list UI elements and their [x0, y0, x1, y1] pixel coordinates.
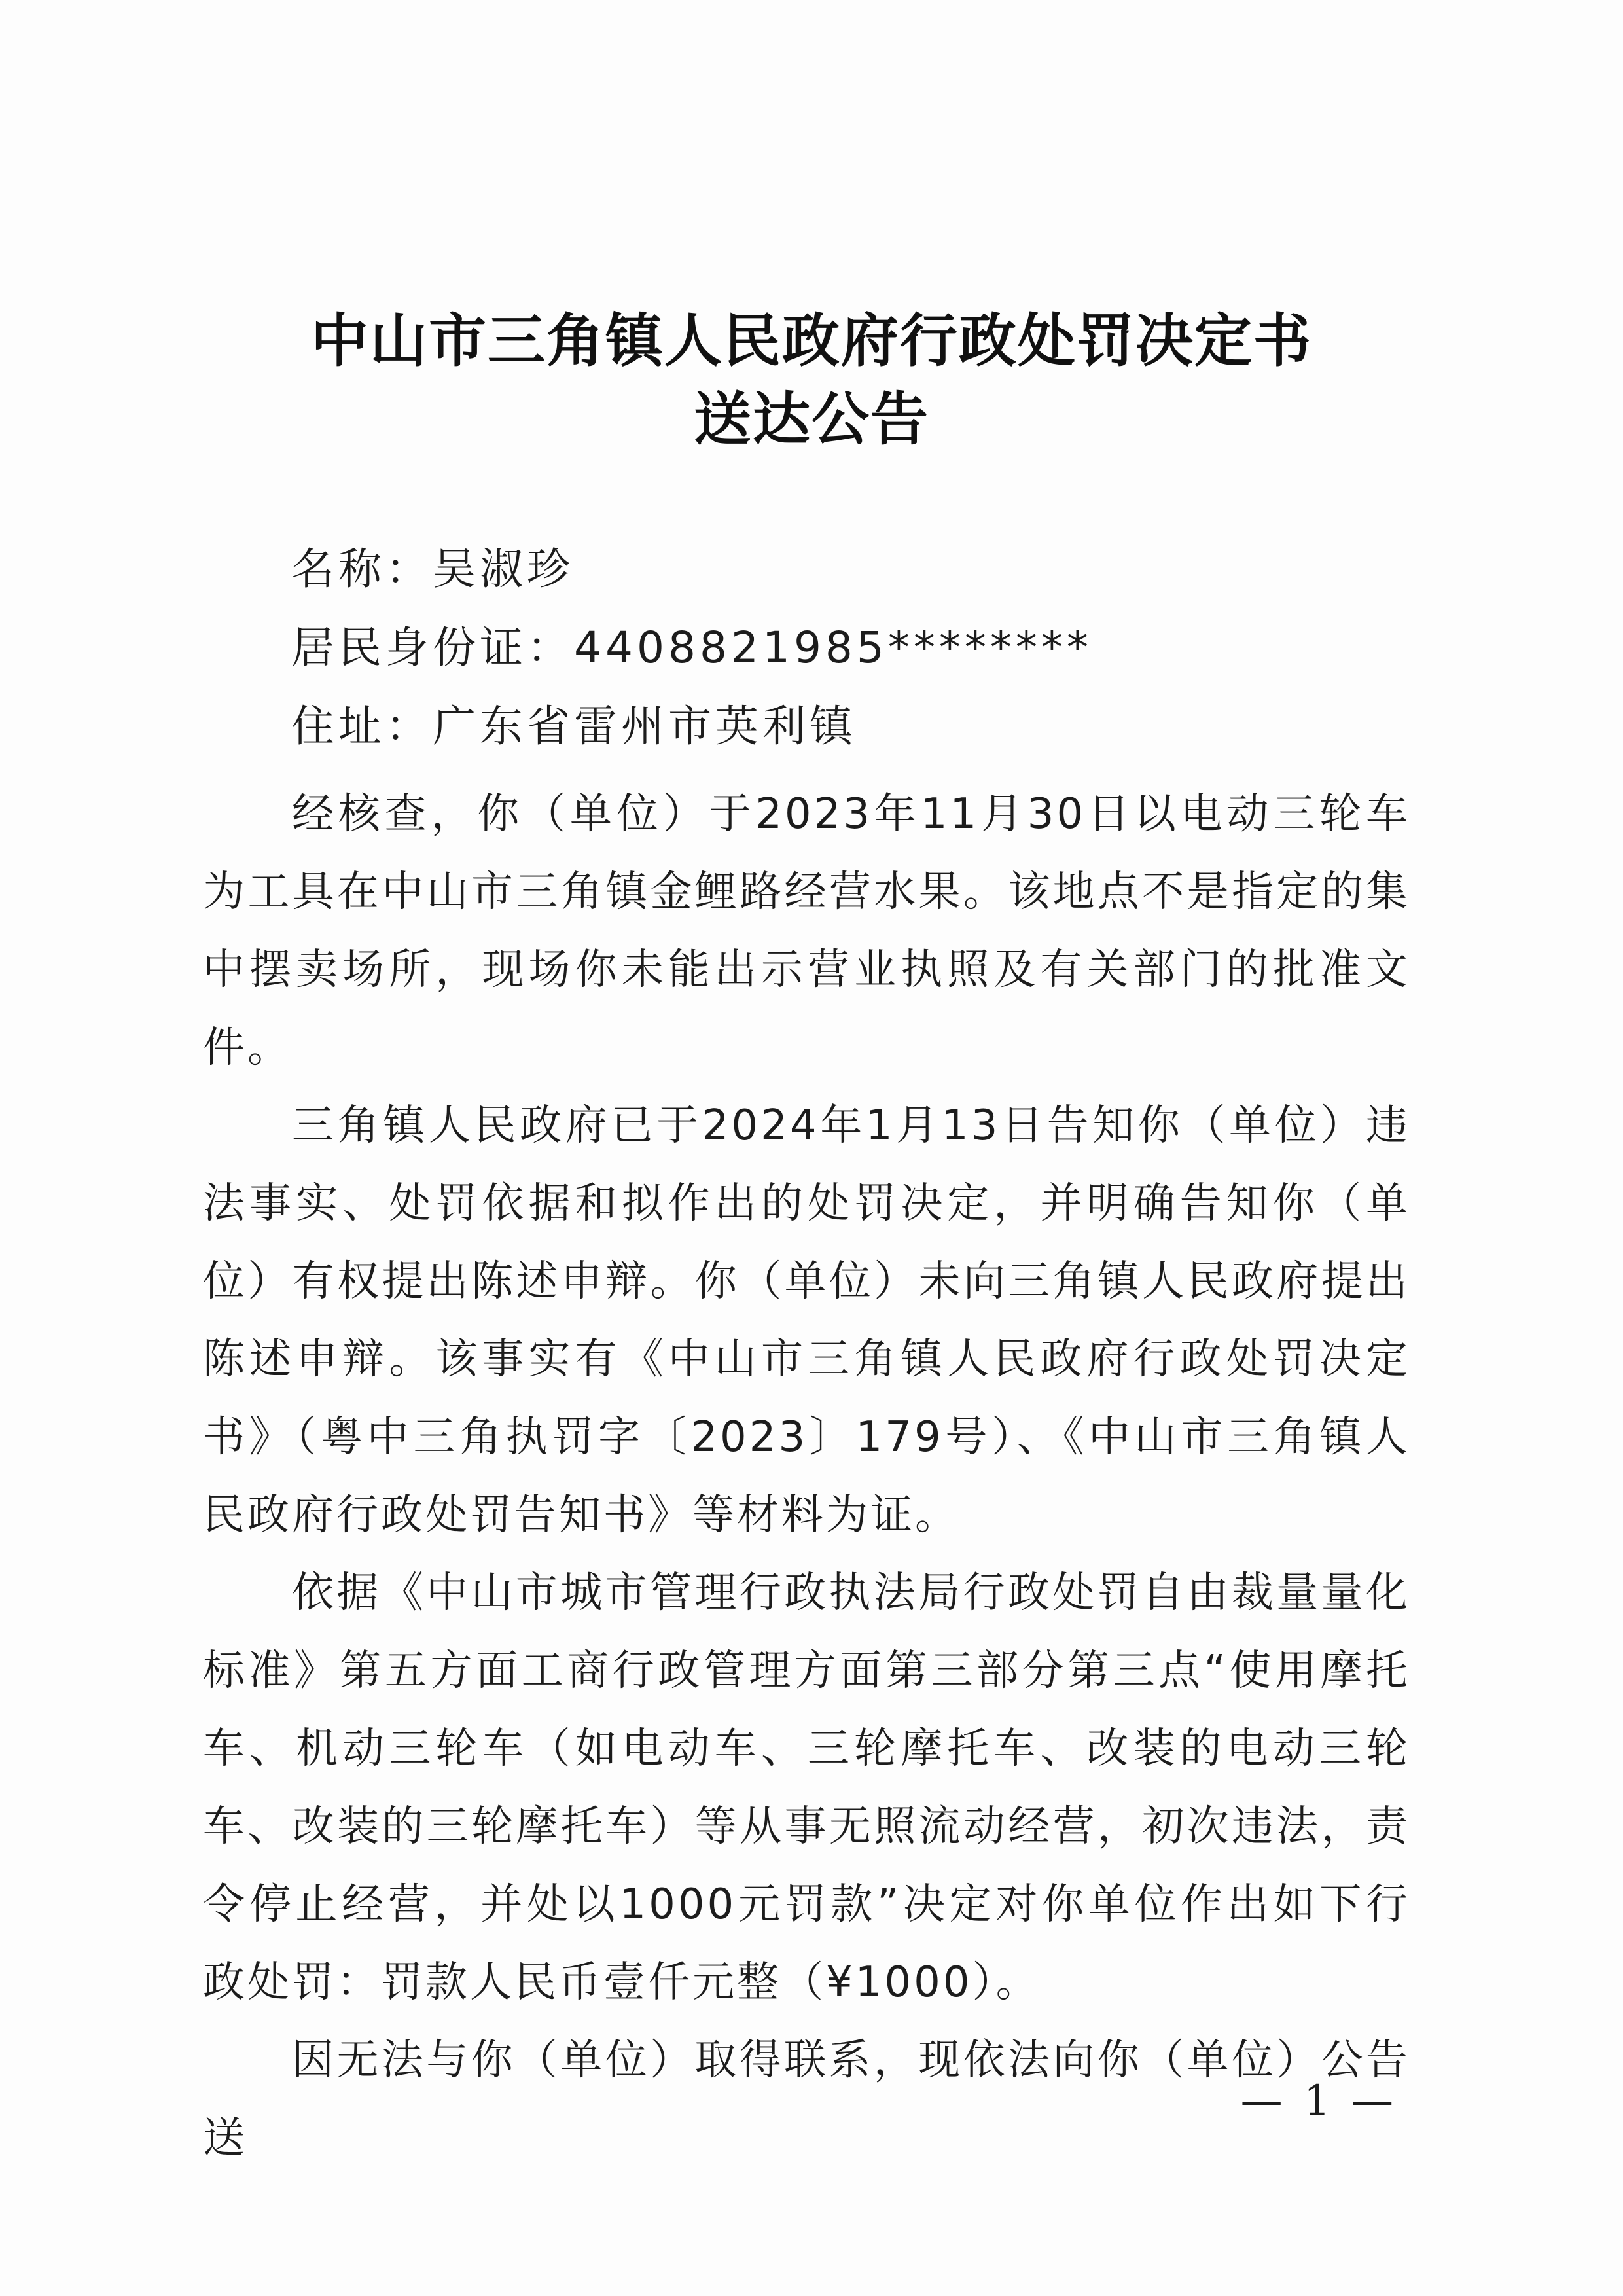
paragraph-findings: 经核查，你（单位）于2023年11月30日以电动三轮车为工具在中山市三角镇金鲤路经营水果。该地点不是指定的集中摆卖场所，现场你未能出示营业执照及有关部门的批准文件。 [203, 790, 1410, 1072]
paragraph-notification: 三角镇人民政府已于2024年1月13日告知你（单位）违法事实、处罚依据和拟作出的处罚决定，并明确告知你（单位）有权提出陈述申辩。你（单位）未向三角镇人民政府提出陈述申辩。该事实有《中山市三角镇人民政府行政处罚决定书》（粤中三角执罚字〔2023〕179号）、《中山市三角镇人民政府行政处罚告知书》等材料为证。 [203, 1102, 1410, 1539]
name-field: 名称：吴淑珍 [291, 544, 574, 594]
document-body [203, 776, 1410, 2178]
page-number: — 1 — [1240, 2077, 1397, 2125]
address-field: 住址：广东省雷州市英利镇 [291, 701, 857, 751]
document-title: 中山市三角镇人民政府行政处罚决定书 [310, 306, 1312, 374]
document-subtitle: 送达公告 [693, 385, 929, 453]
paragraph-service-notice: 因无法与你（单位）取得联系，现依法向你（单位）公告送 [203, 2036, 1410, 2162]
id-number-field: 居民身份证：4408821985******** [291, 622, 1092, 673]
paragraph-penalty-basis: 依据《中山市城市管理行政执法局行政处罚自由裁量量化标准》第五方面工商行政管理方面第三部分第三点“使用摩托车、机动三轮车（如电动车、三轮摩托车、改装的电动三轮车、改装的三轮摩托车）等从事无照流动经营，初次违法，责令停止经营，并处以1000元罚款”决定对你单位作出如下行政处罚：罚款人民币壹仟元整（¥1000）。 [203, 1569, 1410, 2007]
